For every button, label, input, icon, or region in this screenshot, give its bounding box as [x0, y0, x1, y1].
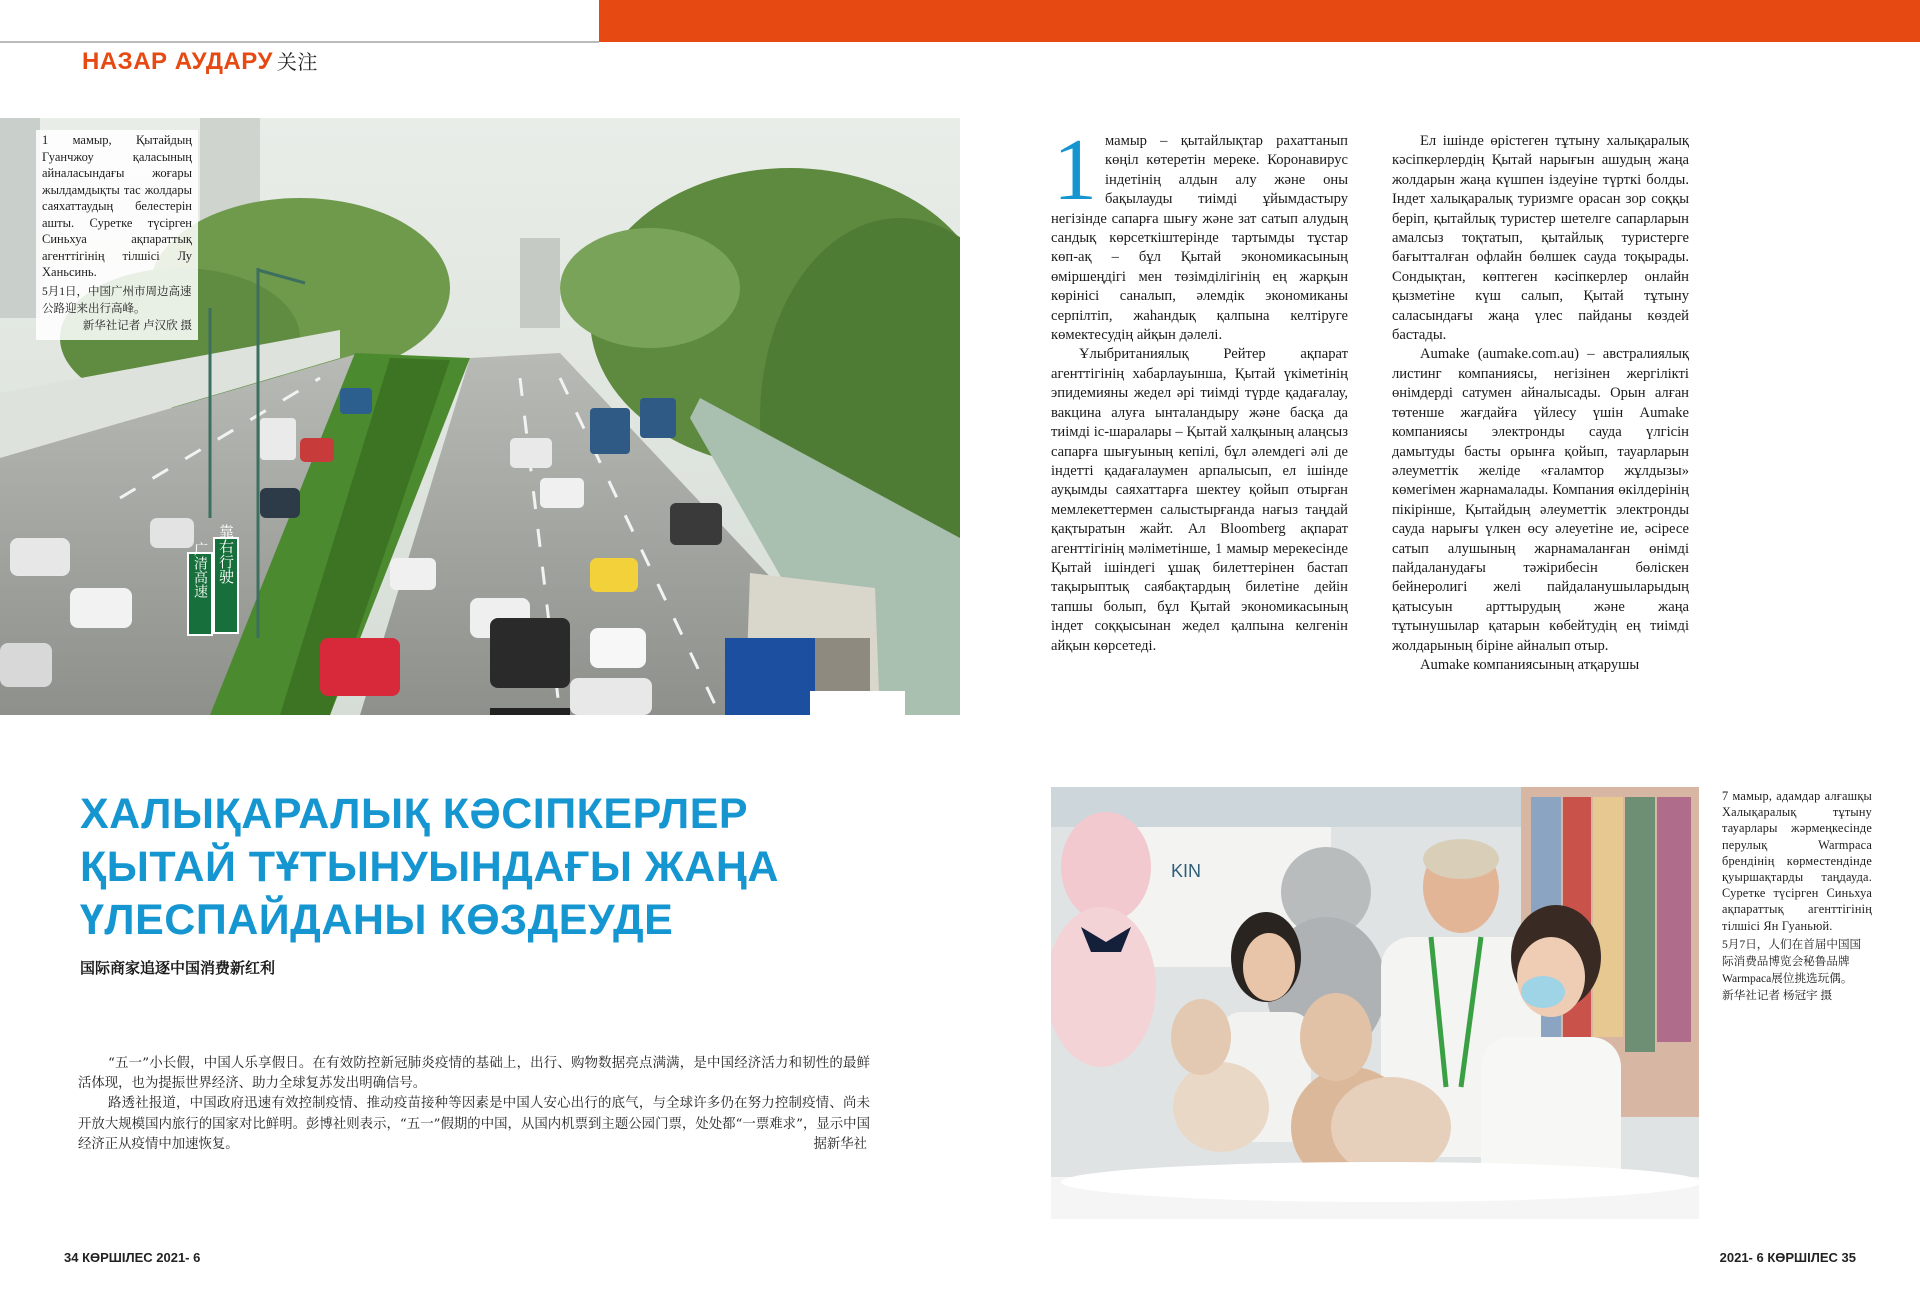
- headline-subtitle-zh: 国际商家追逐中国消费新红利: [80, 959, 276, 977]
- article-paragraph: Ел ішінде өрістеген тұтыну халықаралық кәсіпкерлердің Қытай нарығын ашудың жаңа жолдарын жаңа күшпен іздеуіне түрткі болды. Індет халықаралық туризмге орасан зор соққы беріп, қытайлық туристер шетелге сапарларын амалсыз тоқтатып, қытайлық туристерге бағытталған офлайн бөлшек сауда тоқырады. Сондықтан, көптеген кәсіпкерлер онлайн қызметіне күш салып, Қытай тұтыну саласындағы жаңа үлес пайданы көздей бастады.: [1392, 133, 1689, 344]
- section-label-kk: НАЗАР АУДАРУ: [82, 48, 273, 75]
- expo-caption-credit: 新华社记者 杨冠宇 摄: [1722, 988, 1833, 1002]
- expo-caption-kk: 7 мамыр, адамдар алғашқы Халықаралық тұтыну тауарлары жәрмеңкесінде перулық Warmpaca брендінің көрместендінде қуыршақтарды таңдауда. Суретке түсірген Синьхуа ақпараттық агенттігінің тілшісі Ян Гуаньюй.: [1722, 789, 1872, 933]
- summary-source: 据新华社: [813, 1137, 867, 1153]
- highway-caption-kk: 1 мамыр, Қытайдың Гуанчжоу қаласының айналасындағы жоғары жылдамдықты тас жолдары саяхаттаудың белестерін ашты. Суретке түсірген Синьхуа ақпараттық агенттігінің тілшісі Лу Ханьсинь.: [42, 133, 192, 279]
- page-footer-left: 34 КӨРШІЛЕС 2021- 6: [64, 1250, 201, 1265]
- expo-caption-zh: [1722, 936, 1872, 1004]
- article-paragraph: Aumake компаниясының атқарушы: [1420, 656, 1640, 673]
- summary-paragraph: “五一”小长假，中国人乐享假日。在有效防控新冠肺炎疫情的基础上，出行、购物数据亮点满满，是中国经济活力和韧性的最鲜活体现，也为提振世界经济、助力全球复苏发出明确信号。: [78, 1056, 870, 1092]
- expo-photo-caption: [1722, 788, 1872, 1004]
- road-sign-text-left: 广清高速: [192, 542, 208, 598]
- drop-cap: 1: [1053, 122, 1097, 219]
- header-accent-bar: [599, 0, 1920, 42]
- page-footer-right: 2021- 6 КӨРШІЛЕС 35: [1719, 1250, 1856, 1265]
- headline-line: ҚЫТАЙ ТҰТЫНУЫНДАҒЫ ЖАҢА: [80, 843, 779, 891]
- chinese-summary: [78, 1054, 870, 1155]
- highway-photo-caption: [36, 130, 198, 340]
- highway-caption-zh: [42, 284, 192, 335]
- highway-caption-zh-text: 5月1日，中国广州市周边高速公路迎来出行高峰。: [42, 285, 192, 315]
- headline-line: ҮЛЕСПАЙДАНЫ КӨЗДЕУДЕ: [80, 896, 674, 944]
- article-headline: [80, 788, 800, 947]
- expo-photo: [1051, 787, 1699, 1219]
- article-paragraph-text: мамыр – қытайлықтар рахаттанып көңіл көтеретін мереке. Коронавирус індетінің алдын алу және оны бақылауды тиімді ұйымдастыру негізінде сапарға шығу және зат сатып алудың сандық көрсеткіштерінде тартымды тұстар көп-ақ – бұл Қытай экономикасының өміршеңдігі мен төзімділігінің ең жарқын көрінісі саналып, әлемдік экономиканы серпілтіп, жаһандық қалпына келтіруге көмектесудің айқын дәлелі.: [1051, 133, 1348, 344]
- article-paragraph: [1051, 122, 1348, 345]
- expo-caption-zh-text: 5月7日，人们在首届中国国际消费品博览会秘鲁品牌Warmpaca展位挑选玩偶。: [1722, 937, 1862, 985]
- article-column-1: [1051, 122, 1348, 656]
- highway-caption-credit: 新华社记者 卢汉欣 摄: [82, 319, 192, 332]
- headline-line: ХАЛЫҚАРАЛЫҚ КӘСІПКЕРЛЕР: [80, 790, 749, 838]
- section-label: [82, 46, 318, 76]
- article-paragraph: Ұлыбританиялық Рейтер ақпарат агенттігінің хабарлауынша, Қытай үкіметінің эпидемияны жедел әрі тиімді түрде қадағалау, вакцина алуға ынталандыру және басқа да тиімді іс-шаралары – Қытай халқының алаңсыз сапарға шығуының кепілі, бұл әлемдегі әлі де індетті қадағалаумен арпалысып, ел ішінде ауқымды саяхаттарға шектеу қойып отырған мемлекеттермен салыстырғанда нағыз таңдай қақтыратын жайт. Ал Bloomberg ақпарат агенттігінің мәліметінше, 1 мамыр мерекесінде Қытай ішіндегі ұшақ билеттерінен бастап тақырыптық саябақтардың билетіне дейін тапшы болып, бұл Қытай экономикасының індет соққысынан жедел қалпына келгенін айқын көрсетеді.: [1051, 346, 1348, 654]
- header-rule: [0, 41, 599, 43]
- summary-paragraph: 路透社报道，中国政府迅速有效控制疫情、推动疫苗接种等因素是中国人安心出行的底气，与全球许多仍在努力控制疫情、尚未开放大规模国内旅行的国家对比鲜明。彭博社则表示，“五一”假期的中国，从国内机票到主题公园门票，处处都“一票难求”，显示中国经济正从疫情中加速恢复。: [78, 1096, 870, 1152]
- article-paragraph: Aumake (aumake.com.au) – австралиялық листинг компаниясы, негізінен жергілікті өнімдерді сатумен айналысады. Орын алған төтенше жағдайға үйлесу үшін Aumake компаниясы электронды сауда үлгісін дамытуды басты орынға қойып, тауарларын әлеуметтік желіде «ғаламтор жұлдызы» көмегімен жарнамалады. Компания өкілдерінің пікірінше, Қытайдың әлеуметтік электронды сауда нарығы үлкен өсу әлеуетіне ие, әсіресе сатып алушының жарнамаланған өнімді пайдаланудағы тәжірибесін бөліскен бейнеролигі желі пайдаланушыларыдың қатысуын арттырудың және жаңа тұтынушылар қатарын көбейтудің ең тиімді жолдарының біріне айналып отыр.: [1392, 346, 1689, 654]
- booth-sign-text: KIN: [1171, 861, 1202, 881]
- road-sign-text-right: 靠右行驶: [217, 524, 235, 584]
- article-column-2: [1392, 132, 1689, 675]
- section-label-zh: 关注: [276, 52, 318, 74]
